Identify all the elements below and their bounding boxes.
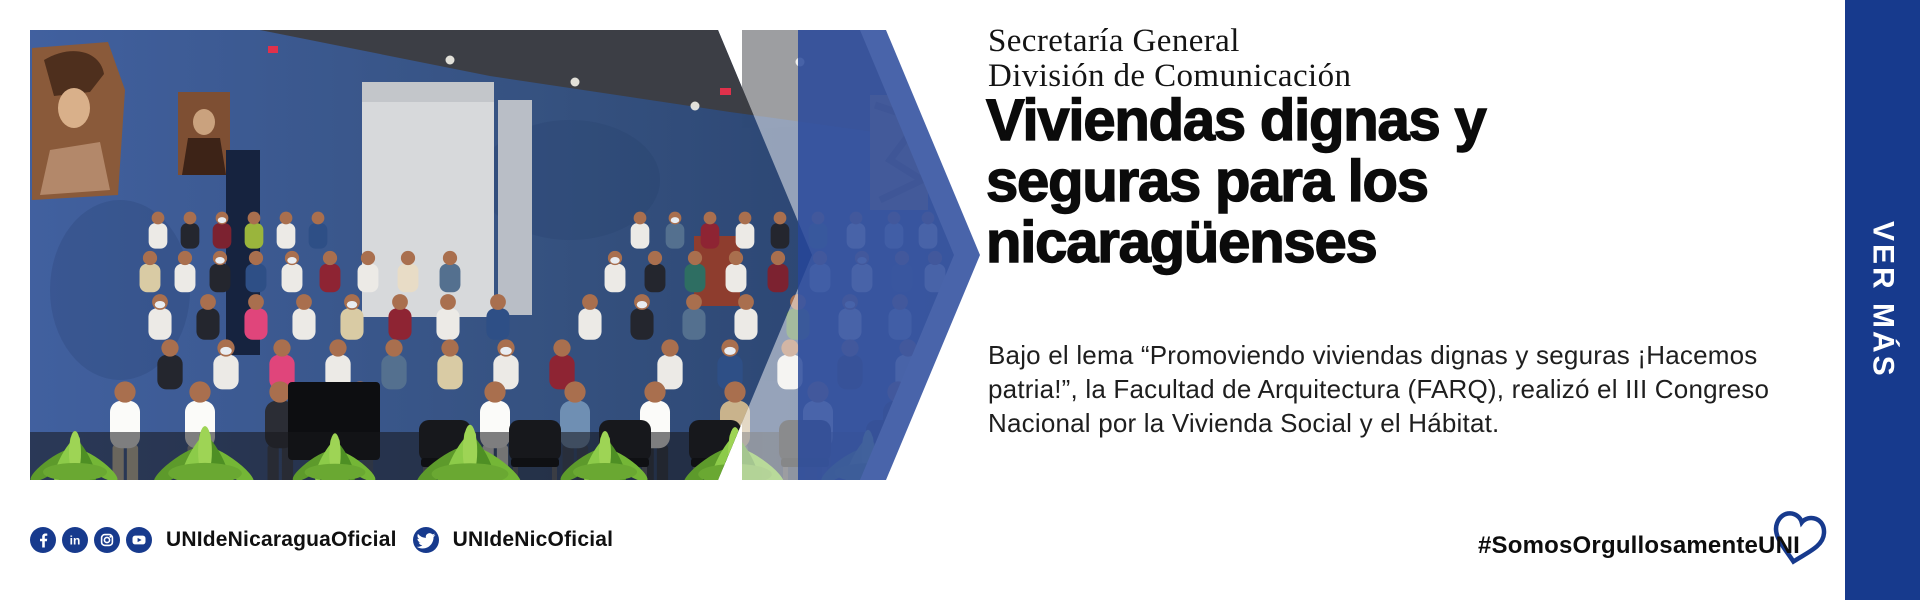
facebook-icon[interactable] bbox=[30, 527, 56, 553]
headline-line-2: seguras para los bbox=[986, 149, 1428, 214]
kicker-line-2: División de Comunicación bbox=[988, 58, 1352, 94]
instagram-icon[interactable] bbox=[94, 527, 120, 553]
body-copy bbox=[988, 338, 1769, 440]
page-title bbox=[986, 90, 1486, 273]
handle-main: UNIdeNicaraguaOficial bbox=[166, 528, 397, 551]
linkedin-icon[interactable] bbox=[62, 527, 88, 553]
kicker-line-1: Secretaría General bbox=[988, 23, 1240, 59]
twitter-icon[interactable] bbox=[413, 527, 439, 553]
headline-line-1: Viviendas dignas y bbox=[986, 88, 1486, 153]
hashtag-group bbox=[1478, 524, 1800, 568]
handle-twitter: UNIdeNicOficial bbox=[452, 528, 614, 551]
ver-mas-button[interactable] bbox=[1845, 0, 1920, 600]
ver-mas-label: VER MÁS bbox=[1866, 221, 1900, 379]
body-line-1: Bajo el lema “Promoviendo viviendas dignas y seguras ¡Hacemos bbox=[988, 340, 1758, 370]
hashtag: #SomosOrgullosamenteUNI bbox=[1477, 532, 1800, 559]
photo-collage bbox=[30, 30, 990, 480]
kicker bbox=[988, 24, 1351, 94]
body-line-2: patria!”, la Facultad de Arquitectura (FARQ), realizó el III Congreso bbox=[988, 374, 1770, 404]
body-line-3: Nacional por la Vivienda Social y el Hábitat. bbox=[988, 408, 1500, 438]
youtube-icon[interactable] bbox=[126, 527, 152, 553]
headline-line-3: nicaragüenses bbox=[986, 210, 1377, 275]
svg-text:in: in bbox=[69, 533, 81, 548]
social-bar bbox=[30, 527, 623, 553]
